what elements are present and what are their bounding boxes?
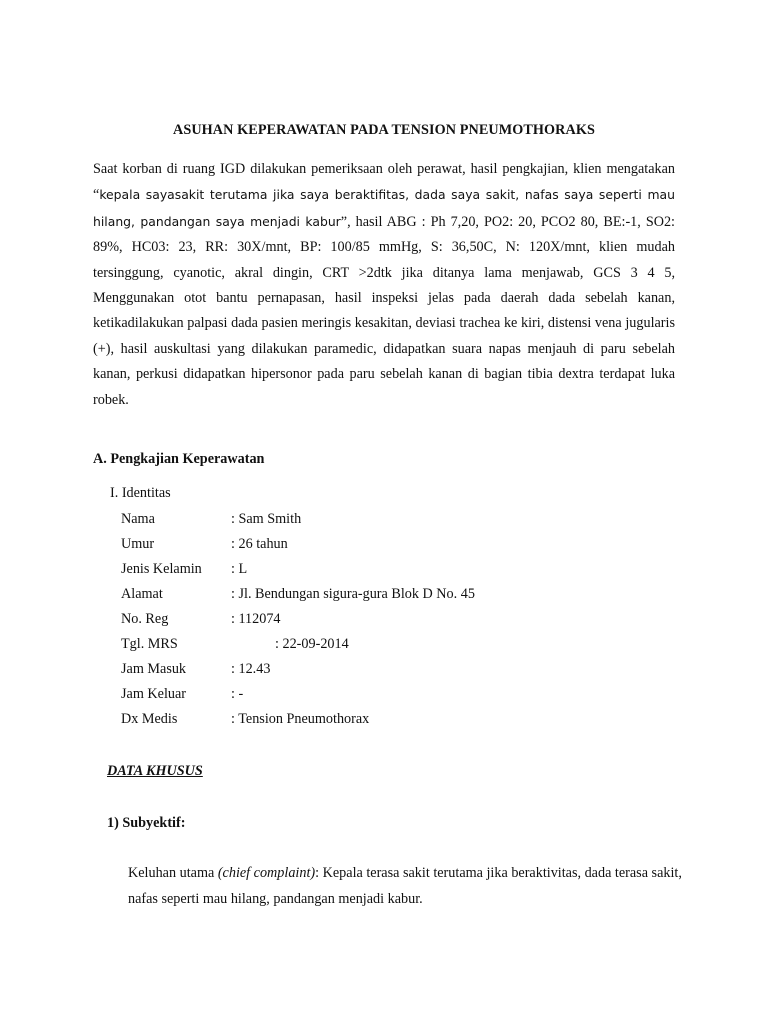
field-label: Alamat — [121, 586, 163, 602]
field-label: Dx Medis — [121, 711, 178, 727]
complaint-text: : Kepala terasa sakit terutama jika beraktivitas, dada terasa sakit, nafas seperti mau hilang, pandangan menjadi kabur. — [128, 865, 682, 907]
identitas-row-jam-keluar — [121, 684, 475, 709]
field-label: Nama — [121, 511, 155, 527]
field-value: : 12.43 — [231, 661, 271, 677]
case-text-part2: ”, hasil ABG : Ph 7,20, PO2: 20, PCO2 80, BE:-1, SO2: 89%, HC03: 23, RR: 30X/mnt, BP: 100/85 mmHg, S: 36,50C, N: 120X/mnt, klien mudah tersinggung, cyanotic, akral dingin, CRT >2dtk jika ditanya lama menjawab, GCS 3 4 5, Menggunakan otot bantu pernapasan, hasil inspeksi jelas pada daerah dada sebelah kanan, ketikadilakukan palpasi dada pasien meringis kesakitan, deviasi trachea ke kiri, distensi vena jugularis (+), hasil auskultasi yang dilakukan paramedic, didapatkan suara napas menjauh di paru sebelah kanan, perkusi didapatkan hipersonor pada paru sebelah kanan di bagian tibia dextra terdapat luka robek. — [93, 213, 675, 408]
identitas-row-no-reg — [121, 609, 475, 634]
identitas-row-jenis-kelamin — [121, 559, 475, 584]
case-text-part1: Saat korban di ruang IGD dilakukan pemeriksaan oleh perawat, hasil pengkajian, klien mengatakan “ — [93, 161, 675, 204]
identitas-row-alamat — [121, 584, 475, 609]
complaint-lead: Keluhan utama — [128, 865, 218, 881]
field-value: : Tension Pneumothorax — [231, 711, 370, 727]
field-value: : Jl. Bendungan sigura-gura Blok D No. 45 — [231, 586, 475, 602]
case-description — [93, 157, 675, 413]
field-label: Umur — [121, 536, 155, 552]
chief-complaint-paragraph — [128, 861, 688, 912]
identitas-row-tgl-mrs — [121, 634, 475, 659]
identitas-row-nama — [121, 509, 475, 534]
field-value: : 26 tahun — [231, 536, 288, 552]
identitas-table — [121, 509, 475, 734]
section-a-heading: A. Pengkajian Keperawatan — [93, 451, 265, 467]
complaint-term: (chief complaint) — [217, 865, 316, 881]
field-label: No. Reg — [121, 611, 169, 627]
field-value: : 22-09-2014 — [275, 636, 349, 652]
field-value: : 112074 — [231, 611, 281, 627]
patient-quote: kepala sayasakit terutama jika saya beraktifitas, dada saya sakit, nafas saya seperti mau hilang, pandangan saya menjadi kabur — [93, 187, 675, 229]
field-label: Tgl. MRS — [121, 636, 178, 652]
field-value: : - — [231, 686, 244, 702]
identitas-row-umur — [121, 534, 475, 559]
identitas-row-dx-medis — [121, 709, 475, 734]
field-value: : L — [231, 561, 248, 577]
document-title: ASUHAN KEPERAWATAN PADA TENSION PNEUMOTHORAKS — [172, 122, 596, 138]
data-khusus-heading: DATA KHUSUS — [107, 763, 203, 779]
identitas-row-jam-masuk — [121, 659, 475, 684]
field-label: Jam Masuk — [121, 661, 187, 677]
field-value: : Sam Smith — [231, 511, 302, 527]
field-label: Jam Keluar — [121, 686, 187, 702]
identitas-heading: I. Identitas — [110, 485, 171, 501]
field-label: Jenis Kelamin — [121, 561, 202, 577]
subyektif-heading: 1) Subyektif: — [107, 815, 186, 831]
